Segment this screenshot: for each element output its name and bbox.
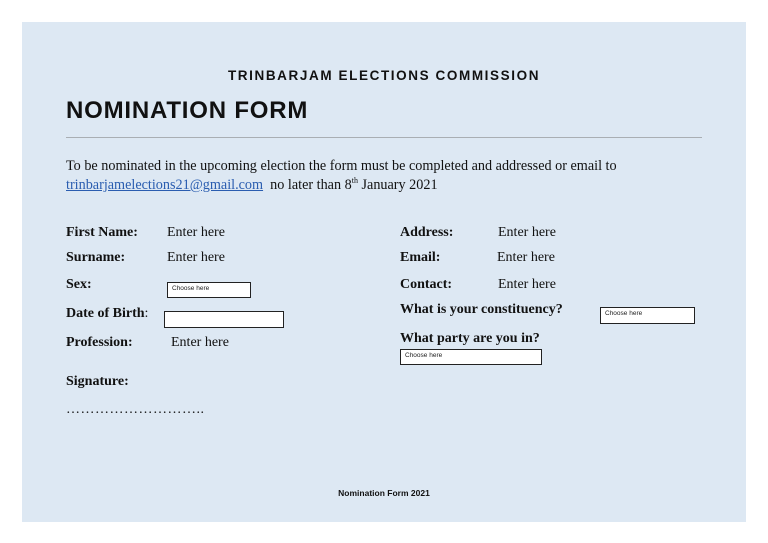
signature-label: Signature: (66, 374, 129, 389)
email-input[interactable]: Enter here (497, 250, 555, 265)
dob-label-text: Date of Birth (66, 306, 145, 321)
constituency-label: What is your constituency? (400, 302, 563, 317)
deadline-text: no later than 8 (270, 177, 352, 193)
address-input[interactable]: Enter here (498, 225, 556, 240)
organization-name: TRINBARJAM ELECTIONS COMMISSION (227, 68, 541, 83)
party-dropdown[interactable]: Choose here (400, 349, 542, 365)
contact-label: Contact: (400, 277, 453, 292)
party-label: What party are you in? (400, 331, 540, 346)
dob-input[interactable] (164, 311, 284, 328)
dob-label-colon: : (144, 306, 149, 321)
constituency-dropdown[interactable]: Choose here (600, 307, 695, 324)
profession-input[interactable]: Enter here (171, 335, 229, 350)
sex-dropdown[interactable]: Choose here (167, 282, 251, 298)
title-divider (66, 137, 702, 138)
profession-label: Profession: (66, 335, 133, 350)
surname-label: Surname: (66, 250, 126, 265)
intro-text: To be nominated in the upcoming election the form must be completed and addressed or email to (66, 158, 617, 174)
first-name-label: First Name: (66, 225, 138, 240)
page-title: NOMINATION FORM (66, 97, 309, 124)
surname-input[interactable]: Enter here (167, 250, 225, 265)
contact-input[interactable]: Enter here (498, 277, 556, 292)
sex-label: Sex: (66, 277, 92, 292)
deadline-date: January 2021 (357, 177, 438, 193)
address-label: Address: (400, 225, 454, 240)
email-link[interactable]: trinbarjamelections21@gmail.com (66, 177, 264, 193)
signature-line: ……………………….. (66, 402, 205, 417)
document-page (22, 22, 746, 522)
email-label: Email: (400, 250, 441, 265)
dob-label (66, 306, 148, 322)
first-name-input[interactable]: Enter here (167, 225, 225, 240)
date-suffix: th (351, 176, 358, 185)
page-footer: Nomination Form 2021 (338, 488, 430, 498)
intro-paragraph (66, 157, 706, 195)
